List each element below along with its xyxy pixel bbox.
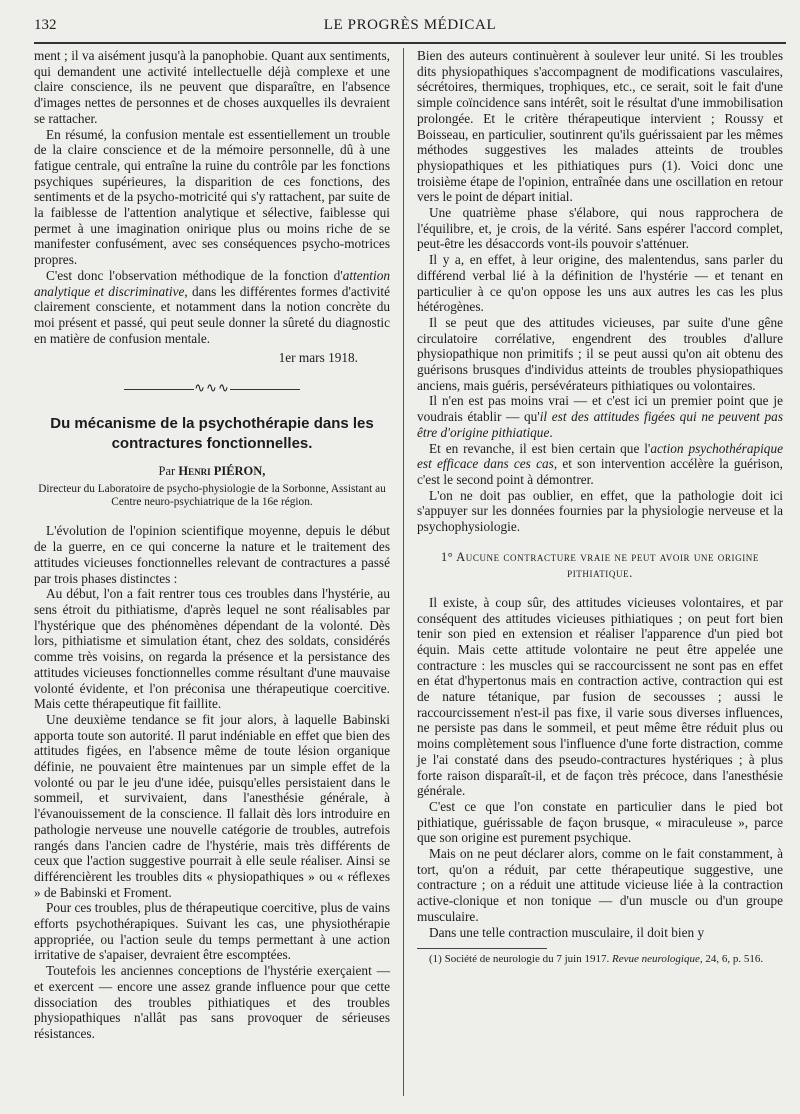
paragraph: Dans une telle contraction musculaire, il doit bien y (429, 924, 705, 940)
paragraph: Bien des auteurs continuèrent à soulever leur unité. Si les troubles dits physiopathiques s'accompagnent de modifications vasculaires, sécrétoires, thermiques, trophiques, etc., ce serait, soit le fait d'une simple coïncidence sans intérêt, soit le résultat d'une immobilisation prolongée. Et le critère thérapeutique intervient ; Roussy et Boisseau, en particulier, soutinrent qu'ils guérissaient par les mêmes méthodes suggestives les malades atteints de troubles physiopathiques et les pithiatiques purs (1). Voici donc une troisième étape de l'opinion, entraînée dans une oscillation en retour vers le point de départ initial. (417, 48, 783, 205)
separator-line (230, 389, 300, 390)
paragraph: Une deuxième tendance se fit jour alors, à laquelle Babinski apporta toute son autorité. Il parut indéniable en effet que bien des attitudes figées, en l'absence même de toute lésion organique définie, ne pouvaient être maintenues par un simple effet de la volonté ou par le jeu d'une idée, puisqu'elles persistaient dans le sommeil, et survivaient, dans l'anesthésie générale, à l'évanouissement de la conscience. Il fallait dès lors introduire en pathologie nerveuse une nouvelle catégorie de troubles, autrefois rangés dans l'ancien cadre de l'hystérie, mais très différents de ceux que l'action suggestive pourrait à elle seule réaliser. Ainsi se différencièrent les troubles dits « physiopathiques » ou « réflexes » de Babinski et Froment. (34, 711, 390, 900)
paragraph: Une quatrième phase s'élabore, qui nous rapprochera de l'équilibre, et, je crois, de la vérité. Sans espérer l'accord complet, peut-être les désaccords vont-ils pouvoir s'atténuer. (417, 205, 783, 252)
italic-run: action psychothérapique est efficace dans ces cas (417, 440, 784, 472)
paragraph: Au début, l'on a fait rentrer tous ces troubles dans l'hystérie, au sens étroit du pithiatisme, d'après lequel ne sont réalisables par l'hystérique que des phénomènes dépendant de la volonté. Dès lors, pithiatisme et simulation étant, chez des soldats, considérés comme très voisins, on regarda la présence et la persistance des attitudes vicieuses fonctionnelles comme résultant d'une mauvaise volonté évidente, et l'on préconisa une thérapeutique coercitive. Mais cette thérapeutique fit faillite. (34, 586, 390, 712)
column-divider (403, 48, 404, 1096)
paragraph: Il se peut que des attitudes vicieuses, par suite d'une gêne circulatoire corrélative, engendrent des troubles d'allure physiopathique non primitifs ; il se peut aussi qu'on ait obtenu des guérisons brusques d'individus atteints de troubles physiopathiques anciens, mais guéris, persévérateurs pithiatiques ou volontaires. (417, 314, 783, 393)
section-heading: 1° Aucune contracture vraie ne peut avoir une origine pithiatique. (441, 549, 759, 580)
byline (34, 464, 390, 480)
left-column (34, 48, 390, 1094)
paragraph: Mais on ne peut déclarer alors, comme on le fait constamment, à tort, qu'on a réduit, par cette thérapeutique suggestive, une contracture ; on a réduit une attitude vicieuse liée à la contraction active-clonique et non tonique — d'un muscle ou d'un groupe musculaire. (417, 846, 783, 924)
text-run: (1) Société de neurologie du 7 juin 1917. (429, 953, 612, 966)
byline-prefix: Par (158, 463, 176, 478)
header-rule (34, 42, 786, 44)
paragraph: C'est ce que l'on constate en particulier dans le pied bot pithiatique, guérissable de façon brusque, « miraculeuse », parce que son origine est purement psychique. (417, 798, 783, 846)
date-line: 1er mars 1918. (278, 350, 358, 366)
paragraph (417, 393, 783, 440)
flourish-ornament: ∿∿∿ (194, 380, 230, 396)
text-run: , 24, 6, p. 516. (699, 953, 764, 966)
running-title: LE PROGRÈS MÉDICAL (323, 17, 497, 33)
footnote (417, 953, 783, 966)
paragraph (34, 268, 390, 347)
paragraph: En résumé, la confusion mentale est essentiellement un trouble de la claire conscience et de la mémoire personnelle, dû à une fatigue centrale, qui entraîne la ruine du contrôle par les fonctions psychiques supérieures, la disparition de ces fonctions, des sentiments et de la psycho-motricité qui s'y rattachent, par suite de la faiblesse de l'attention analytique et sélective, faiblesse qui permet à une imagination onirique plus ou moins riche de se manifester confusément, avec ses conséquences psycho-motrices propres. (34, 126, 390, 268)
paragraph: L'on ne doit pas oublier, en effet, que la pathologie doit ici s'appuyer sur les données fournies par la physiologie nerveuse et la psychophysiologie. (417, 487, 783, 535)
italic-run: il est des attitudes figées qui ne peuvent pas être d'origine pithiatique (417, 409, 784, 440)
text-run: C'est donc l'observation méthodique de la fonction d' (46, 267, 343, 283)
section-separator (34, 380, 390, 396)
text-run: Il n'en est pas moins vrai — et c'est ici un premier point que je voudrais établir — qu' (417, 393, 783, 425)
text-run: Et en revanche, il est bien certain que l' (429, 440, 651, 456)
right-column (417, 48, 783, 1094)
paragraph: Il existe, à coup sûr, des attitudes vicieuses volontaires, et par conséquent des attitudes vicieuses pithiatiques ; on peut fort bien tenir son pied en extension et réaliser l'apparence d'un pied bot équin. Mais cette attitude volontaire ne peut être appelée une contracture : les muscles qui se raccourcissent ne sont pas en effet en état d'hypertonus mais en contraction active, contraction qui est de nature tétanique, par fusion de secousses ; aussi le raccourcissement n'est-il pas fixe, il varie sous diverses influences, ne persiste pas dans le sommeil, et peut même être réduit plus ou moins complètement sous l'influence d'une forte distraction, comme je l'ai constaté dans des pseudo-contractures hystériques ; à plus forte raison disparaît-il, et de façon très précoce, dans l'anesthésie générale. (417, 594, 783, 799)
author-affiliation: Directeur du Laboratoire de psycho-physiologie de la Sorbonne, Assistant au Centre neuro-psychiatrique de la 16e région. (38, 483, 386, 509)
text-run: , dans les différentes formes d'activité clairement consciente, et notamment dans la notion concrète du moi présent et passé, qui peut seule donner la sûreté du diagnostic en matière de confusion mentale. (34, 283, 390, 346)
text-run: . (549, 424, 553, 440)
text-run: , et son intervention accélère la guérison, c'est le second point à démontrer. (417, 456, 783, 487)
italic-run: attention analytique et discriminative (34, 267, 390, 299)
paragraph: Toutefois les anciennes conceptions de l'hystérie exerçaient — et exercent — encore une assez grande influence pour que cette dissociation des troubles pithiatiques et des troubles physiopathiques n'allât pas sans provoquer de sérieuses résistances. (34, 963, 390, 1041)
paragraph (417, 441, 783, 488)
page-header (34, 15, 786, 39)
paragraph: L'évolution de l'opinion scientifique moyenne, depuis le début de la guerre, en ce qui concerne la nature et le traitement des attitudes vicieuses fonctionnelles relevant de contractures a passé par trois phases distinctes : (34, 523, 390, 586)
paragraph: Pour ces troubles, plus de thérapeutique coercitive, plus de vains efforts psychothérapiques. Suivant les cas, une physiothérapie appropriée, ou l'action seule du temps permettant à une action irritative de s'apaiser, devraient être escomptées. (34, 900, 390, 963)
paragraph: ment ; il va aisément jusqu'à la panophobie. Quant aux sentiments, qui demandent une activité intellectuelle déjà complexe et une claire conscience, ils ne peuvent que disparaître, en l'absence d'images nettes de personnes et de choses auxquelles ils devraient se rattacher. (34, 48, 390, 126)
italic-run: Revue neurologique (612, 953, 700, 966)
footnote-rule (417, 948, 547, 949)
page-number: 132 (34, 17, 57, 33)
paragraph: Il y a, en effet, à leur origine, des malentendus, sans parler du différend verbal lié à la définition de l'hystérie — et tenant en particulier à ce qu'on oppose les uns aux autres les cas les plus hétérogènes. (417, 252, 783, 315)
article-title: Du mécanisme de la psychothérapie dans les contractures fonctionnelles. (50, 414, 374, 452)
separator-line (124, 389, 194, 390)
author-name: Henri PIÉRON, (178, 463, 266, 478)
